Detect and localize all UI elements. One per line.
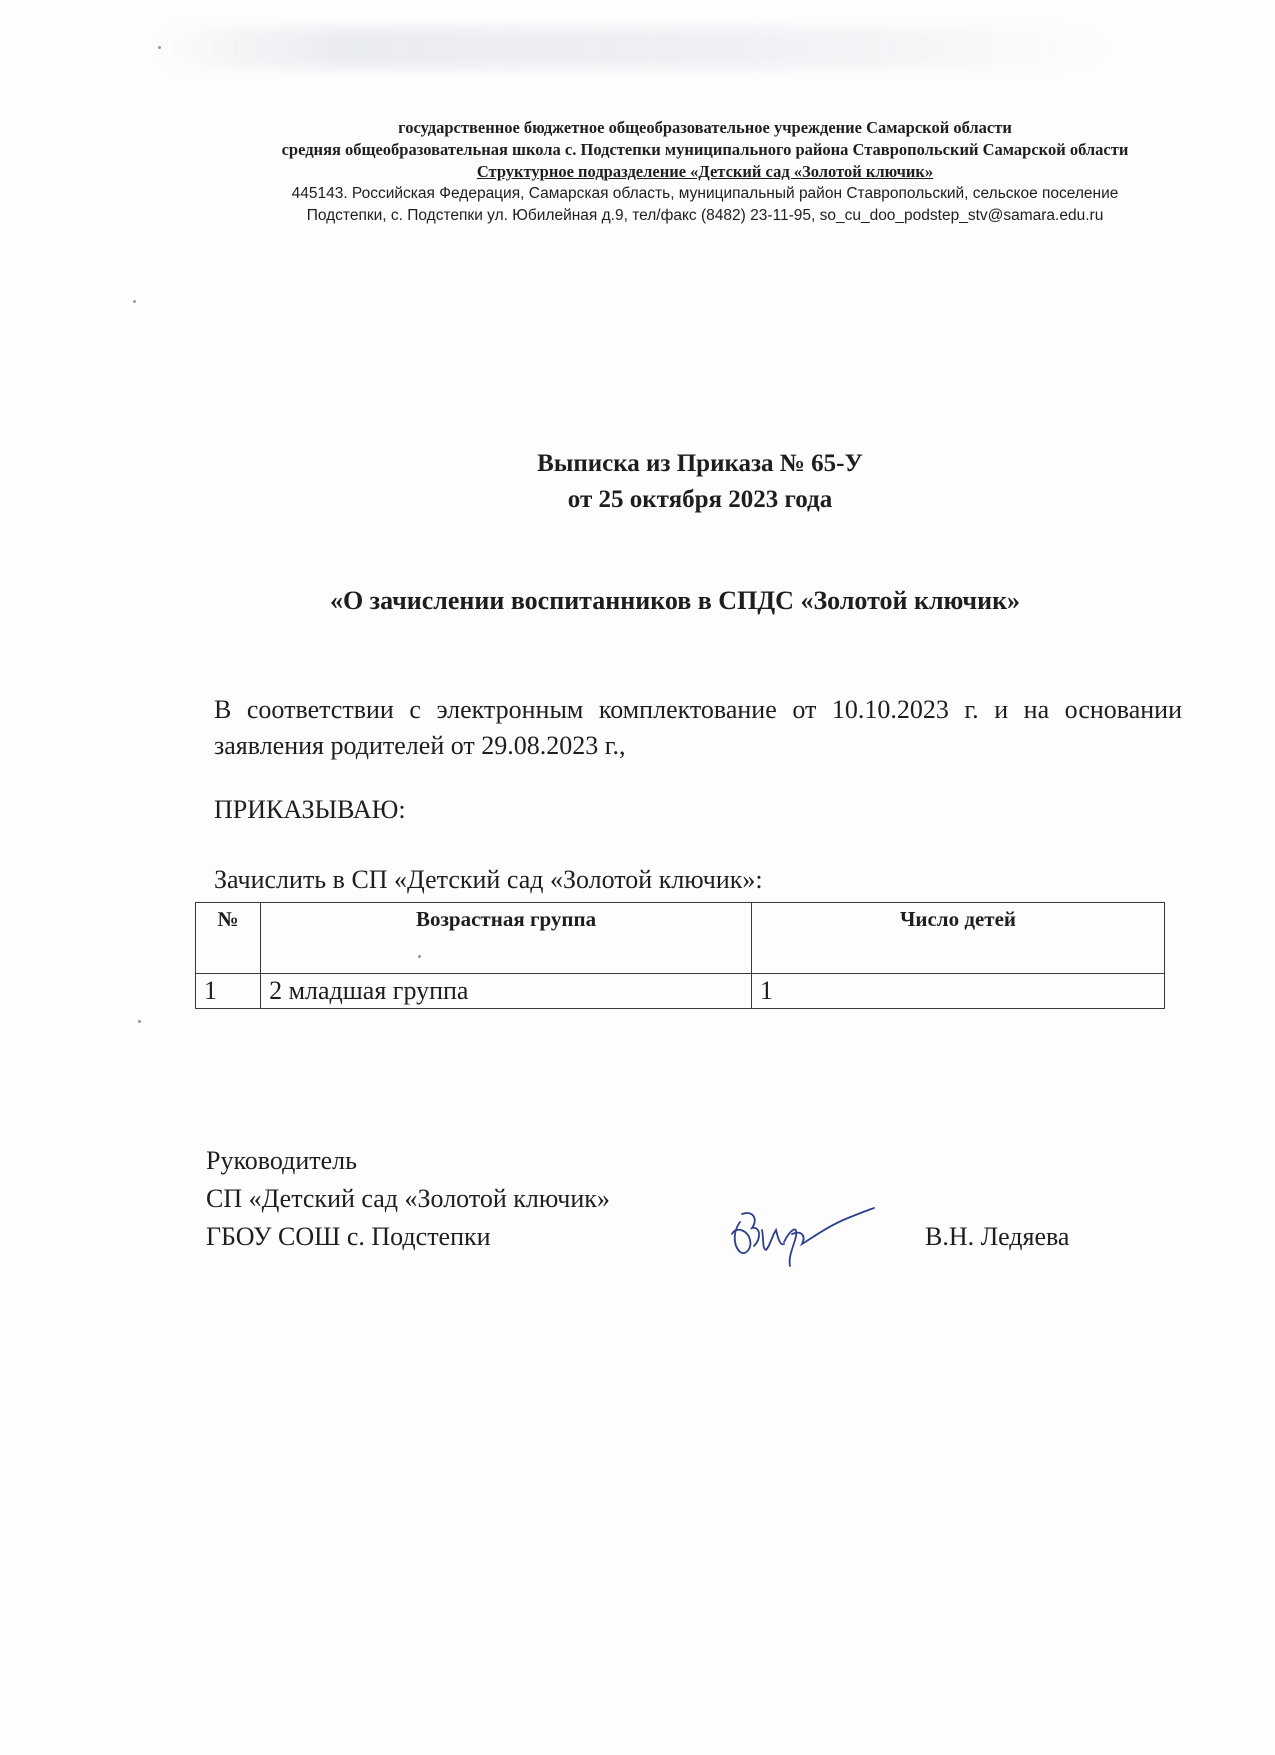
address-line-1: 445143. Российская Федерация, Самарская область, муниципальный район Ставропольский, сельское поселение bbox=[291, 185, 1119, 202]
scan-speck bbox=[133, 300, 136, 303]
column-header-children-count: Число детей bbox=[752, 903, 1165, 974]
document-subject: «О зачислении воспитанников в СПДС «Золотой ключик» bbox=[329, 586, 1021, 615]
cell-number: 1 bbox=[196, 974, 261, 1009]
column-header-age-group: Возрастная группа bbox=[261, 903, 752, 974]
cell-age-group: 2 младшая группа bbox=[261, 974, 752, 1009]
handwritten-signature bbox=[728, 1200, 878, 1270]
scan-speck bbox=[158, 46, 161, 49]
order-word: ПРИКАЗЫВАЮ: bbox=[214, 795, 406, 824]
institution-line-1: государственное бюджетное общеобразовательное учреждение Самарской области bbox=[398, 118, 1012, 137]
basis-paragraph: В соответствии с электронным комплектование от 10.10.2023 г. и на основании заявления родителей от 29.08.2023 г., bbox=[214, 695, 1182, 760]
position-line-1: Руководитель bbox=[206, 1146, 357, 1175]
cell-children-count: 1 bbox=[752, 974, 1165, 1009]
scan-speck bbox=[138, 1020, 141, 1023]
column-header-number: № bbox=[196, 903, 261, 974]
table-header-row bbox=[196, 903, 1165, 974]
position-line-3: ГБОУ СОШ с. Подстепки bbox=[206, 1222, 491, 1251]
scan-smudge bbox=[150, 28, 1110, 68]
enroll-intro: Зачислить в СП «Детский сад «Золотой ключик»: bbox=[214, 865, 763, 894]
letterhead bbox=[150, 117, 1260, 227]
signatory-position bbox=[206, 1142, 610, 1256]
document-title: Выписка из Приказа № 65-У bbox=[537, 450, 863, 477]
document-date: от 25 октября 2023 года bbox=[567, 486, 833, 513]
document-title-block bbox=[300, 446, 1100, 518]
enrollment-table bbox=[195, 902, 1165, 1009]
institution-line-3: Структурное подразделение «Детский сад «Золотой ключик» bbox=[476, 162, 934, 181]
position-line-2: СП «Детский сад «Золотой ключик» bbox=[206, 1184, 610, 1213]
address-line-2: Подстепки, с. Подстепки ул. Юбилейная д.9, тел/факс (8482) 23-11-95, so_cu_doo_podstep_stv@samara.edu.ru bbox=[306, 207, 1104, 224]
table-row bbox=[196, 974, 1165, 1009]
signatory-name: В.Н. Ледяева bbox=[925, 1222, 1070, 1251]
institution-line-2: средняя общеобразовательная школа с. Подстепки муниципального района Ставропольский Самарской области bbox=[281, 140, 1129, 159]
